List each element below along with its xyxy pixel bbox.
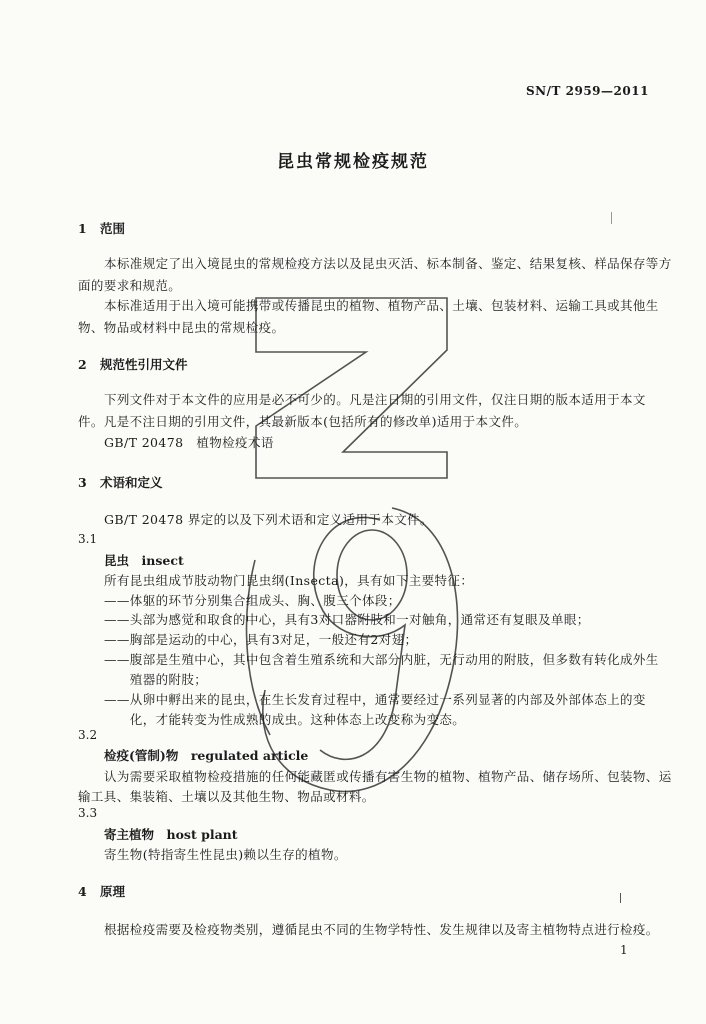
document-title: 昆虫常规检疫规范 bbox=[277, 152, 429, 172]
paragraph-line: 面的要求和规范。 bbox=[78, 278, 182, 293]
term-definition: 认为需要采取植物检疫措施的任何能藏匿或传播有害生物的植物、植物产品、储存场所、包装物、运 bbox=[104, 769, 672, 784]
section-number: 2 bbox=[78, 357, 87, 372]
paragraph-line: 根据检疫需要及检疫物类别，遵循昆虫不同的生物学特性、发生规律以及寄主植物特点进行检疫。 bbox=[104, 922, 659, 937]
term-title: 昆虫 insect bbox=[104, 553, 184, 568]
term-definition: 输工具、集装箱、土壤以及其他生物、物品或材料。 bbox=[78, 789, 375, 804]
paragraph-line: GB/T 20478 界定的以及下列术语和定义适用于本文件。 bbox=[104, 512, 433, 527]
list-item: 化，才能转变为性成熟的成虫。这种体态上改变称为变态。 bbox=[104, 712, 466, 727]
section-number: 3 bbox=[78, 475, 87, 490]
section-title: 原理 bbox=[100, 884, 126, 899]
section-2-heading bbox=[78, 355, 188, 373]
section-1-heading bbox=[78, 219, 125, 237]
scan-mark bbox=[620, 893, 621, 903]
list-item: ——从卵中孵出来的昆虫，在生长发育过程中，通常要经过一系列显著的内部及外部体态上的变 bbox=[104, 692, 646, 707]
standard-code: SN/T 2959—2011 bbox=[526, 84, 649, 98]
section-title: 范围 bbox=[100, 221, 126, 236]
list-item: 殖器的附肢； bbox=[104, 672, 208, 687]
term-number: 3.1 bbox=[78, 532, 98, 546]
paragraph-line: 物、物品或材料中昆虫的常规检疫。 bbox=[78, 320, 285, 335]
term-title: 寄主植物 host plant bbox=[104, 827, 238, 842]
term-number: 3.3 bbox=[78, 806, 98, 820]
list-item: ——体躯的环节分别集合组成头、胸、腹三个体段； bbox=[104, 593, 401, 608]
list-item: ——头部为感觉和取食的中心，具有3对口器附肢和一对触角，通常还有复眼及单眼； bbox=[104, 612, 590, 627]
paragraph-line: 件。凡是不注日期的引用文件，其最新版本(包括所有的修改单)适用于本文件。 bbox=[78, 414, 528, 429]
scan-mark bbox=[611, 212, 612, 224]
list-item: ——胸部是运动的中心，具有3对足，一般还有2对翅； bbox=[104, 632, 418, 647]
section-number: 4 bbox=[78, 884, 87, 899]
term-definition: 寄生物(特指寄生性昆虫)赖以生存的植物。 bbox=[104, 847, 347, 862]
section-title: 术语和定义 bbox=[100, 475, 163, 490]
section-4-heading bbox=[78, 882, 125, 900]
paragraph-line: 本标准规定了出入境昆虫的常规检疫方法以及昆虫灭活、标本制备、鉴定、结果复核、样品保存等方 bbox=[104, 256, 672, 271]
section-3-heading bbox=[78, 473, 163, 491]
section-title: 规范性引用文件 bbox=[100, 357, 188, 372]
page-number: 1 bbox=[620, 943, 628, 957]
paragraph-line: 本标准适用于出入境可能携带或传播昆虫的植物、植物产品、土壤、包装材料、运输工具或其他生 bbox=[104, 298, 659, 313]
term-number: 3.2 bbox=[78, 728, 98, 742]
term-title: 检疫(管制)物 regulated article bbox=[104, 748, 309, 763]
paragraph-line: 下列文件对于本文件的应用是必不可少的。凡是注日期的引用文件，仅注日期的版本适用于本文 bbox=[104, 392, 646, 407]
term-definition: 所有昆虫组成节肢动物门昆虫纲(Insecta)，具有如下主要特征： bbox=[104, 573, 474, 588]
section-number: 1 bbox=[78, 221, 87, 236]
reference-item: GB/T 20478 植物检疫术语 bbox=[104, 435, 274, 450]
list-item: ——腹部是生殖中心，其中包含着生殖系统和大部分内脏，无行动用的附肢，但多数有转化成外生 bbox=[104, 652, 659, 667]
